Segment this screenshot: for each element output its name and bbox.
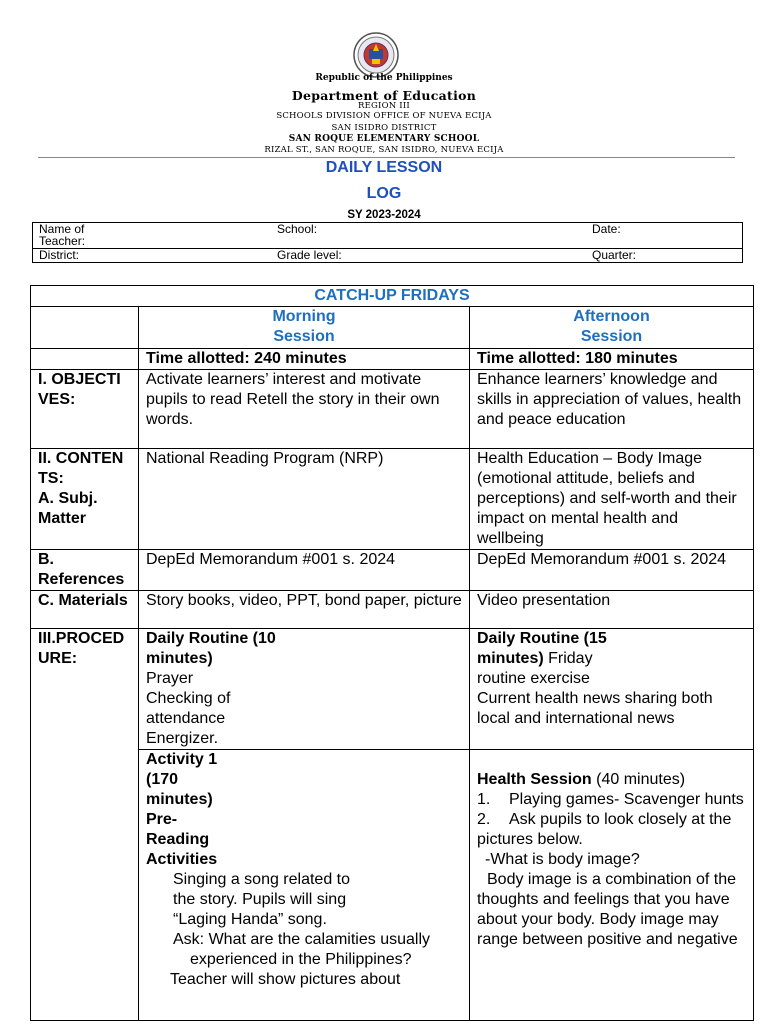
routine-item-energizer: Energizer.	[146, 730, 219, 747]
grade-level-label: Grade level:	[271, 249, 586, 263]
routine-item-attendance: Checking of attendance	[146, 690, 231, 727]
procedure-label: III.PROCEDURE:	[31, 629, 139, 1021]
health-item2: Ask pupils to look closely at the pictures below.	[477, 811, 732, 848]
materials-morning: Story books, video, PPT, bond paper, picture	[139, 591, 470, 629]
objectives-afternoon: Enhance learners’ knowledge and skills in appreciation of values, health and peace education	[470, 370, 754, 449]
routine-item-prayer: Prayer	[146, 670, 194, 687]
routine-morning	[139, 629, 470, 750]
routine-afternoon-text: Friday routine exercise	[477, 650, 593, 687]
health-question: -What is body image?	[485, 851, 640, 868]
morning-session-header: Morning Session	[139, 307, 470, 349]
materials-label: C. Materials	[31, 591, 139, 629]
quarter-label: Quarter:	[586, 249, 743, 263]
health-session-title: Health Session	[477, 771, 592, 788]
routine-morning-title: Daily Routine (10 minutes)	[146, 630, 276, 667]
header-region: REGION III	[358, 101, 410, 111]
health-item1: Playing games- Scavenger hunts	[509, 791, 744, 808]
prereading-title: Pre-Reading Activities	[146, 811, 218, 868]
subject-matter-label: A. Subj. Matter	[38, 490, 98, 527]
header-republic: Republic of the Philippines	[315, 73, 453, 83]
references-label: B. References	[31, 550, 139, 591]
school-year: SY 2023-2024	[347, 209, 421, 221]
health-session-minutes: (40 minutes)	[596, 771, 686, 788]
health-item2-num: 2.	[477, 811, 491, 828]
contents-morning: National Reading Program (NRP)	[139, 449, 470, 550]
header-department: Department of Education	[291, 88, 477, 103]
name-label: Name of Teacher:	[39, 222, 86, 248]
header-division: SCHOOLS DIVISION OFFICE OF NUEVA ECIJA	[276, 111, 492, 121]
deped-seal-icon	[353, 32, 399, 78]
doc-title-line2: LOG	[366, 185, 402, 202]
references-afternoon: DepEd Memorandum #001 s. 2024	[470, 550, 754, 591]
routine-afternoon-title: Daily Routine (15 minutes)	[477, 630, 607, 667]
table-title: CATCH-UP FRIDAYS	[31, 286, 754, 307]
health-session-cell	[470, 750, 754, 1021]
afternoon-session-header: Afternoon Session	[470, 307, 754, 349]
activity1-song: Singing a song related to the story. Pupils will sing “Laging Handa” song.	[173, 871, 351, 928]
doc-title-line1: DAILY LESSON	[325, 159, 443, 176]
school-label: School:	[271, 223, 586, 249]
materials-afternoon: Video presentation	[470, 591, 754, 629]
contents-label-cell	[31, 449, 139, 550]
teacher-info-table	[32, 222, 743, 263]
afternoon-time-allotted: Time allotted: 180 minutes	[470, 349, 754, 370]
objectives-label: I. OBJECTIVES:	[31, 370, 139, 449]
references-morning: DepEd Memorandum #001 s. 2024	[139, 550, 470, 591]
health-definition: Body image is a combination of the thoughts and feelings that you have about your body. Body image may range between positive and negative	[477, 871, 738, 948]
header-divider	[38, 157, 735, 158]
empty-cell	[31, 307, 139, 349]
header-school: SAN ROQUE ELEMENTARY SCHOOL	[288, 134, 480, 144]
header-district: SAN ISIDRO DISTRICT	[331, 123, 437, 133]
catch-up-fridays-table	[30, 285, 754, 1021]
contents-afternoon: Health Education – Body Image (emotional attitude, beliefs and perceptions) and self-worth and their impact on mental health and wellbeing	[470, 449, 754, 550]
routine-afternoon-news: Current health news sharing both local and international news	[477, 690, 713, 727]
district-label: District:	[33, 249, 272, 263]
activity1-teacher: Teacher will show pictures about	[170, 971, 401, 988]
routine-afternoon	[470, 629, 754, 750]
contents-label: II. CONTENTS:	[38, 450, 124, 487]
morning-time-allotted: Time allotted: 240 minutes	[139, 349, 470, 370]
activity1-cell	[139, 750, 470, 1021]
activity1-ask-b: experienced in the Philippines?	[190, 951, 412, 968]
date-label: Date:	[586, 223, 743, 249]
activity1-title: Activity 1 (170 minutes)	[146, 751, 218, 808]
header-address: RIZAL ST., SAN ROQUE, SAN ISIDRO, NUEVA ECIJA	[264, 145, 504, 155]
empty-cell	[31, 349, 139, 370]
health-item1-num: 1.	[477, 791, 491, 808]
activity1-ask-a: Ask: What are the calamities usually	[173, 931, 430, 948]
objectives-morning: Activate learners’ interest and motivate pupils to read Retell the story in their own words.	[139, 370, 470, 449]
